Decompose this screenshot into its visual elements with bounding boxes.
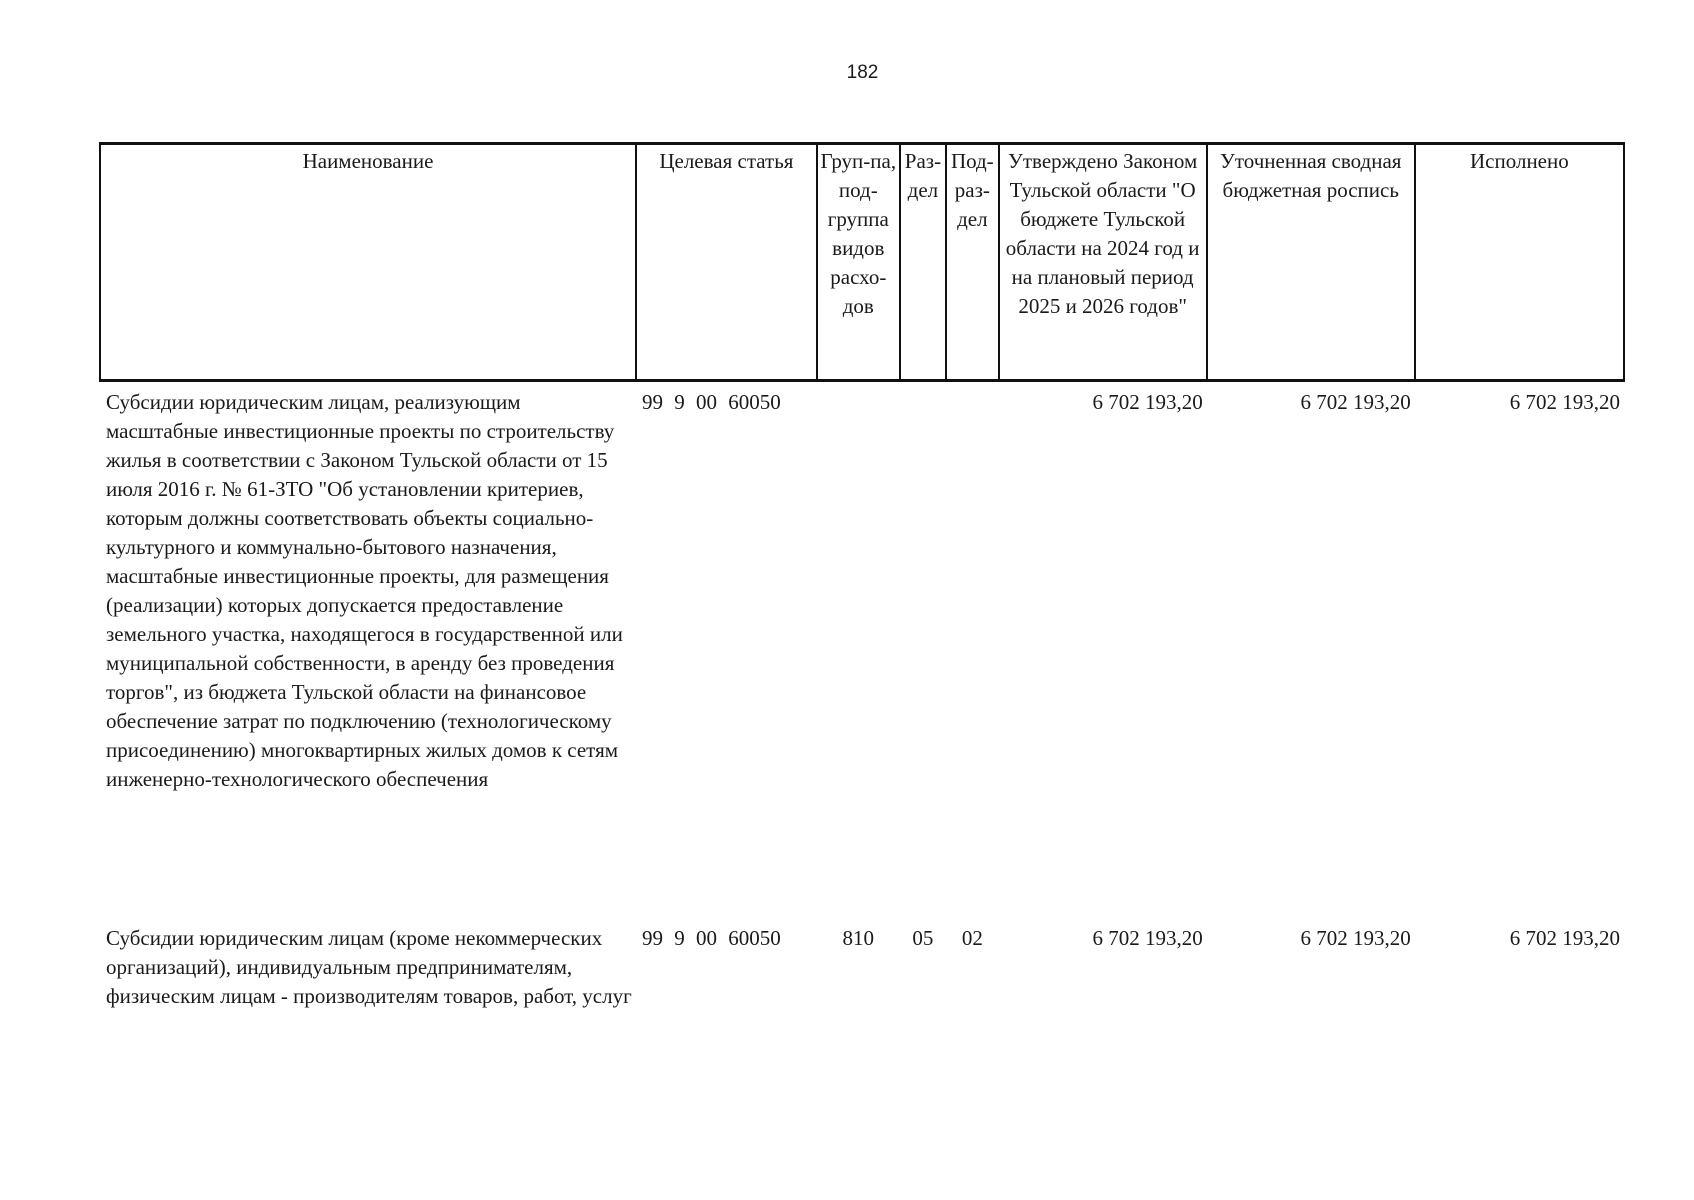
header-name: Наименование bbox=[100, 144, 636, 381]
row-name: Субсидии юридическим лицам (кроме некоммерческих организаций), индивидуальным предпринимателям, физическим лицам - производителям товаров, работ, услуг bbox=[106, 926, 632, 1008]
row-subsection: 02 bbox=[961, 926, 983, 950]
table-row bbox=[100, 381, 1624, 919]
header-refined: Уточненная сводная бюджетная роспись bbox=[1207, 144, 1415, 381]
row-refined: 6 702 193,20 bbox=[1300, 926, 1411, 950]
row-approved: 6 702 193,20 bbox=[1092, 926, 1203, 950]
table-row bbox=[100, 918, 1624, 1064]
row-expense-group bbox=[817, 381, 900, 919]
header-approved: Утверждено Законом Тульской области "О бюджете Тульской области на 2024 год и на плановый период 2025 и 2026 годов" bbox=[999, 144, 1207, 381]
row-section bbox=[900, 381, 946, 919]
row-name: Субсидии юридическим лицам, реализующим масштабные инвестиционные проекты по строительству жилья в соответствии с Законом Тульской области от 15 июля 2016 г. № 61-ЗТО "Об установлении критериев, которым должны соответствовать объекты социально-культурного и коммунально-бытового назначения, масштабные инвестиционные проекты, для размещения (реализации) которых допускается предоставление земельного участка, находящегося в государственной или муниципальной собственности, в аренду без проведения торгов", из бюджета Тульской области на финансовое обеспечение затрат по подключению (технологическому присоединению) многоквартирных жилых домов к сетям инженерно-технологического обеспечения bbox=[106, 390, 623, 791]
row-executed: 6 702 193,20 bbox=[1509, 926, 1620, 950]
row-executed: 6 702 193,20 bbox=[1509, 390, 1620, 414]
row-target-article: 99 9 00 60050 bbox=[642, 926, 781, 950]
header-target-article: Целевая статья bbox=[636, 144, 817, 381]
row-expense-group: 810 bbox=[842, 926, 875, 950]
row-target-article: 99 9 00 60050 bbox=[642, 390, 781, 414]
header-subsection: Под-раз-дел bbox=[946, 144, 999, 381]
table-header bbox=[100, 144, 1624, 381]
row-approved: 6 702 193,20 bbox=[1092, 390, 1203, 414]
header-expense-group: Груп-па, под-группа видов расхо-дов bbox=[817, 144, 900, 381]
budget-table bbox=[99, 142, 1625, 1064]
header-executed: Исполнено bbox=[1415, 144, 1624, 381]
page-number: 182 bbox=[846, 62, 879, 83]
row-refined: 6 702 193,20 bbox=[1300, 390, 1411, 414]
header-section: Раз-дел bbox=[900, 144, 946, 381]
row-subsection bbox=[946, 381, 999, 919]
row-section: 05 bbox=[912, 926, 934, 950]
